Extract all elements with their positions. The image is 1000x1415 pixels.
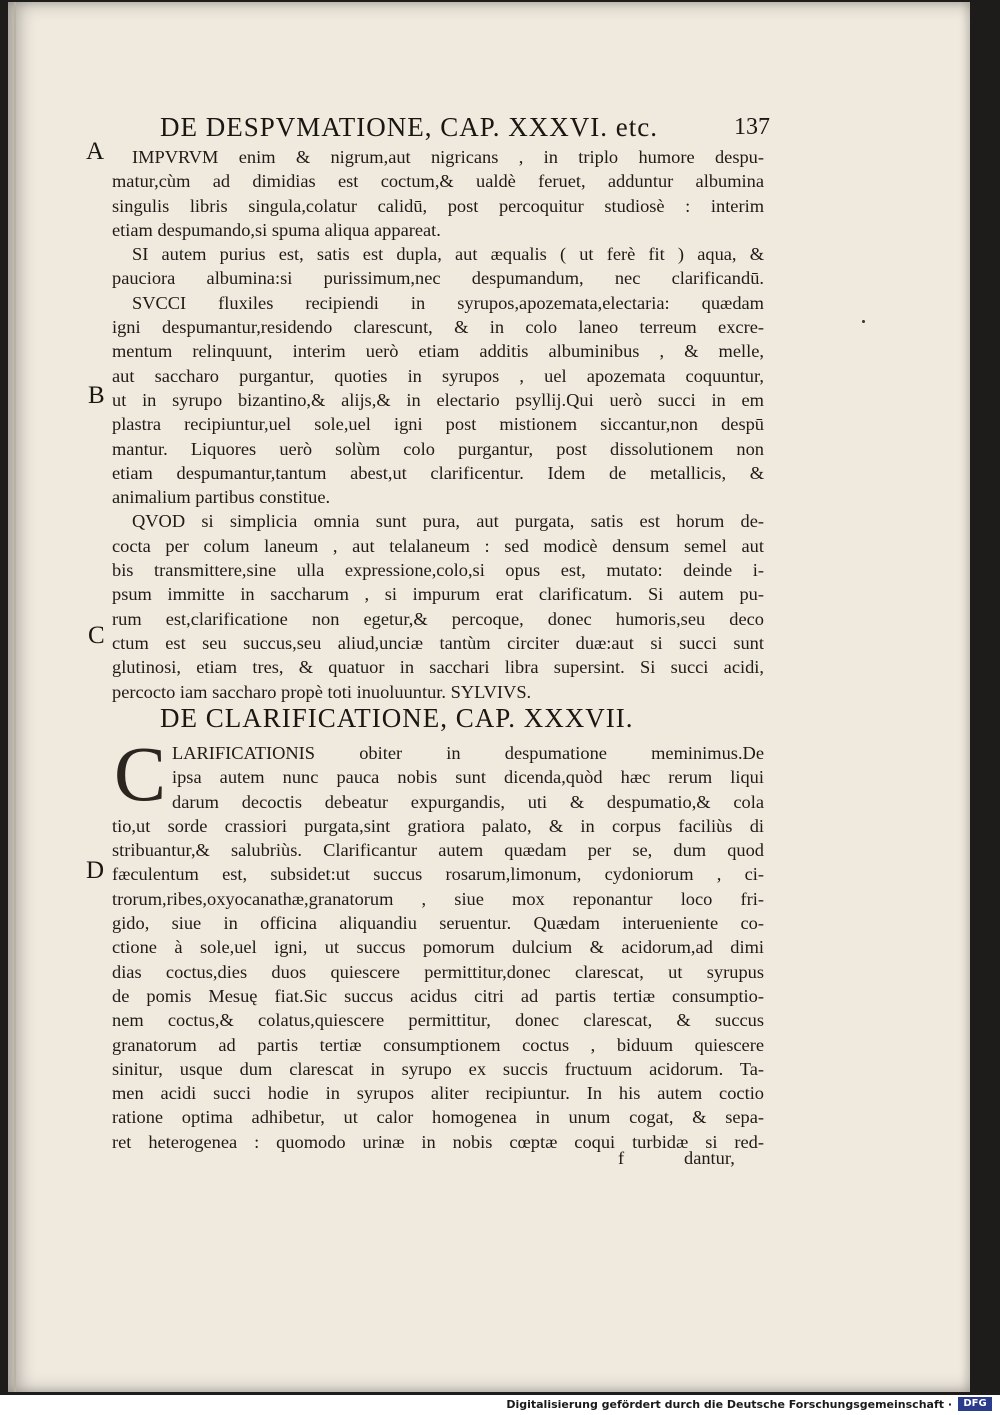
page-gutter <box>14 2 16 1392</box>
text-line: matur,cùm ad dimidias est coctum,& ualdè feruet, adduntur albumina <box>112 171 764 192</box>
text-line: SI autem purius est, satis est dupla, aut æqualis ( ut ferè fit ) aqua, & <box>132 244 764 265</box>
text-line: igni despumantur,residendo clarescunt, & in colo laneo terreum excre- <box>112 317 764 338</box>
chapter-37-text <box>112 730 764 1154</box>
running-title: DE DESPVMATIONE, CAP. XXXVI. etc. <box>160 112 658 142</box>
page-number: 137 <box>734 114 770 140</box>
catchword: dantur, <box>684 1148 735 1168</box>
text-line: percocto iam saccharo propè toti inuoluuntur. SYLVIVS. <box>112 681 532 702</box>
margin-marker-b: B <box>88 382 105 409</box>
chapter-36-text <box>112 145 764 704</box>
text-line: nem coctus,& colatus,quiescere permittitur, donec clarescat, & succus <box>112 1010 764 1031</box>
text-line: fæculentum est, subsidet:ut succus rosarum,limonum, cydoniorum , ci- <box>112 864 764 885</box>
text-line: cocta per colum laneum , aut telalaneum : sed modicè densum semel aut <box>112 535 764 556</box>
text-line: stribuantur,& salubriùs. Clarificantur autem quædam per se, dum quod <box>112 840 764 861</box>
text-line: sinitur, usque dum clarescat in syrupo ex succis fructuum acidorum. Ta- <box>112 1058 764 1079</box>
margin-marker-a: A <box>86 138 105 165</box>
text-line: dias coctus,dies duos quiescere permittitur,donec clarescat, ut syrupus <box>112 961 764 982</box>
footer-bar <box>0 1395 1000 1415</box>
text-line: ctum est seu succus,seu aliud,unciæ tantùm circiter duæ:aut si succi sunt <box>112 632 764 653</box>
text-line: pauciora albumina:si purissimum,nec despumandum, nec clarificandū. <box>112 268 764 289</box>
margin-marker-c: C <box>88 622 105 649</box>
text-line: trorum,ribes,oxyocanathæ,granatorum , siue mox reponantur loco fri- <box>112 888 764 909</box>
text-line: SVCCI fluxiles recipiendi in syrupos,apozemata,electaria: quædam <box>132 292 764 313</box>
decorated-initial: C <box>114 730 167 817</box>
text-line: ut in syrupo bizantino,& alijs,& in electario psyllij.Qui uerò succi in em <box>112 389 764 410</box>
text-line: psum immitte in saccharum , si impurum erat clarificatum. Si autem pu- <box>112 584 764 605</box>
funding-credit: Digitalisierung gefördert durch die Deutsche Forschungsgemeinschaft · <box>506 1398 952 1411</box>
text-line: ctione à sole,uel igni, ut succus pomorum dulcium & acidorum,ad dimi <box>112 937 764 958</box>
text-line: ratione optima adhibetur, ut calor homogenea in unum cogat, & sepa- <box>112 1107 764 1128</box>
text-line: rum est,clarificatione non egetur,& percoque, donec humoris,seu deco <box>112 608 764 629</box>
ink-speck <box>862 320 865 323</box>
text-line: tio,ut sorde crassiori purgata,sint gratiora palato, & in corpus faciliùs di <box>112 815 764 836</box>
text-line: QVOD si simplicia omnia sunt pura, aut purgata, satis est horum de- <box>132 511 764 532</box>
margin-marker-d: D <box>86 857 105 884</box>
text-line: bis transmittere,sine ulla expressione,colo,si opus est, mutato: deinde i- <box>112 560 764 581</box>
text-line: ret heterogenea : quomodo urinæ in nobis cœptæ coqui turbidæ si red- <box>112 1131 764 1152</box>
text-line: mantur. Liquores uerò solùm colo purgantur, post dissolutionem non <box>112 438 764 459</box>
text-line: etiam despumantur,tantum abest,ut clarificentur. Idem de metallicis, & <box>112 462 764 483</box>
text-line: LARIFICATIONIS obiter in despumatione meminimus.De <box>172 743 764 763</box>
signature-mark: f <box>618 1148 625 1168</box>
dfg-logo: DFG <box>958 1397 992 1411</box>
text-line: granatorum ad partis tertiæ consumptionem coctus , biduum quiescere <box>112 1034 764 1055</box>
text-line: plastra recipiuntur,uel sole,uel igni post mistionem siccantur,non despū <box>112 414 764 435</box>
text-line: etiam despumando,si spuma aliqua appareat. <box>112 219 441 240</box>
text-line: gido, siue in officina aliquandiu seruentur. Quædam interueniente co- <box>112 913 764 934</box>
chapter-heading: DE CLARIFICATIONE, CAP. XXXVII. <box>160 703 634 733</box>
text-line: glutinosi, etiam tres, & quatuor in sacchari libra supersint. Si succi acidi, <box>112 657 764 678</box>
text-line: ipsa autem nunc pauca nobis sunt dicenda,quòd hæc rerum liqui <box>172 767 764 788</box>
running-header <box>160 112 770 148</box>
text-line: darum decoctis debeatur expurgandis, uti & despumatio,& cola <box>172 791 764 812</box>
text-line: mentum relinquunt, interim uerò etiam additis albuminibus , & melle, <box>112 341 764 362</box>
text-line: aut saccharo purgantur, quoties in syrupos , uel apozemata coquuntur, <box>112 365 764 386</box>
text-line: IMPVRVM enim & nigrum,aut nigricans , in triplo humore despu- <box>132 147 764 167</box>
text-line: singulis libris singula,colatur calidū, post percoquitur studiosè : interim <box>112 195 764 216</box>
text-line: men acidi succi hodie in syrupos aliter recipiuntur. In his autem coctio <box>112 1083 764 1104</box>
text-line: animalium partibus constitue. <box>112 487 331 508</box>
text-line: de pomis Mesuę fiat.Sic succus acidus citri ad partis tertiæ consumptio- <box>112 985 764 1006</box>
